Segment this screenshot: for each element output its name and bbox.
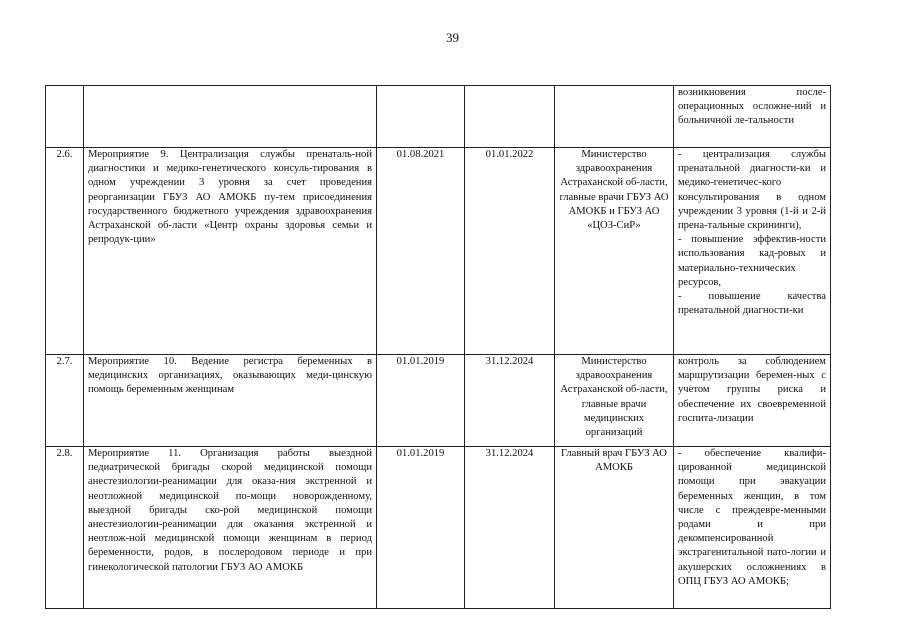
event-description: Мероприятие 10. Ведение регистра беременных в медицинских организациях, оказывающих меди-цинскую помощь беременным женщинам (84, 355, 377, 447)
result-item: контроль за соблюдением маршрутизации беремен-ных с учетом группы риска и обеспечение их своевременной госпита-лизации (678, 356, 826, 424)
executor: Министерство здравоохранения Астраханской об-ласти, главные врачи медицинских организаций (555, 355, 674, 447)
start-date (377, 86, 465, 148)
end-date: 01.01.2022 (465, 148, 555, 355)
expected-result (674, 86, 831, 148)
row-number (46, 86, 84, 148)
end-date: 31.12.2024 (465, 355, 555, 447)
start-date: 01.01.2019 (377, 355, 465, 447)
result-item: - обеспечение квалифи-цированной медицинской помощи при эвакуации беременных женщин, в том числе с преждевре-менными родами и при декомпенсированной экстрагенитальной пато-логии и акушерских осложнениях в ОПЦ ГБУЗ АО АМОКБ; (678, 448, 826, 587)
executor (555, 86, 674, 148)
measures-table (45, 85, 831, 609)
row-number: 2.7. (46, 355, 84, 447)
table-row (46, 447, 831, 609)
result-item: - повышение эффектив-ности использования кад-ровых и материально-технических ресурсов, (678, 234, 826, 288)
result-item: - централизация службы пренатальной диагности-ки и медико-генетичес-кого консультирования в одном учреждении 3 уровня (1-й и 2-й прена-тальные скрининги), (678, 149, 826, 232)
expected-result (674, 355, 831, 447)
start-date: 01.01.2019 (377, 447, 465, 609)
table-row (46, 355, 831, 447)
event-description: Мероприятие 9. Централизация службы пренаталь-ной диагностики и медико-генетического консуль-тирования в одном учреждении 3 уровня за счет проведения реорганизации ГБУЗ АО АМОКБ пу-тем присоединения государственного бюджетного учреждения здравоохранения Астраханской об-ласти «Центр охраны здоровья семьи и репродук-ции» (84, 148, 377, 355)
result-item: возникновения после-операционных осложне-ний и больничной ле-тальности (678, 87, 826, 127)
start-date: 01.08.2021 (377, 148, 465, 355)
end-date (465, 86, 555, 148)
table-row (46, 86, 831, 148)
executor: Министерство здравоохранения Астраханской об-ласти, главные врачи ГБУЗ АО АМОКБ и ГБУЗ АО «ЦОЗ-СиР» (555, 148, 674, 355)
end-date: 31.12.2024 (465, 447, 555, 609)
event-description: Мероприятие 11. Организация работы выездной педиатрической бригады скорой медицинской помощи анестезиологии-реанимации для оказа-ния экстренной и неотложной медицинской по-мощи новорожденному, выездной бригады ско-рой медицинской помощи анестезиологии-реанимации для оказания экстренной и неотлож-ной медицинской помощи женщинам в период беременности, родов, в послеродовом периоде и при гинекологической патологии ГБУЗ АО АМОКБ (84, 447, 377, 609)
row-number: 2.6. (46, 148, 84, 355)
table-row (46, 148, 831, 355)
row-number: 2.8. (46, 447, 84, 609)
result-item: - повышение качества пренатальной диагности-ки (678, 291, 826, 317)
event-description (84, 86, 377, 148)
expected-result (674, 447, 831, 609)
page-number: 39 (446, 30, 459, 45)
executor: Главный врач ГБУЗ АО АМОКБ (555, 447, 674, 609)
expected-result (674, 148, 831, 355)
